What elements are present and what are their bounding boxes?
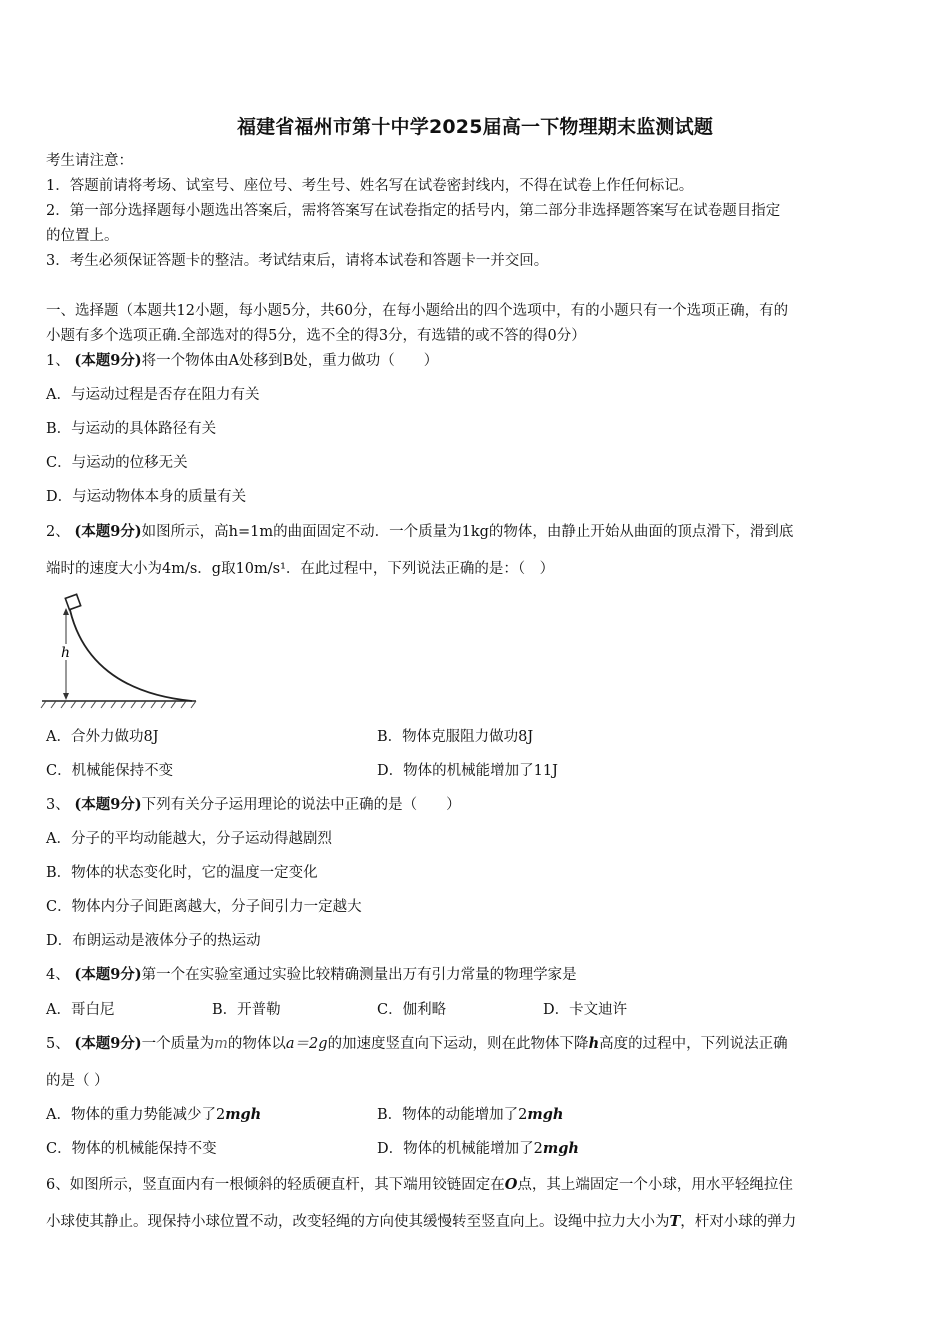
question-6-stem-line-2 [46,1212,796,1232]
height-label: h [61,645,71,661]
question-number: 4、 [46,967,70,983]
question-text: ，杆对小球的弹力 [680,1214,797,1230]
notice-heading: 考生请注意： [46,153,133,169]
acceleration-expr: a＝2g [285,1036,328,1052]
ground-hatch [41,701,196,708]
q2-option-c: C．机械能保持不变 [46,763,174,779]
curved-slope-figure [40,590,200,715]
block [65,594,80,609]
question-number: 5、 [46,1036,70,1052]
q3-option-c: C．物体内分子间距离越大，分子间引力一定越大 [46,899,362,915]
question-score: (本题9分) [74,523,142,540]
question-number: 3、 [46,797,70,813]
q4-option-a: A．哥白尼 [46,1002,115,1018]
q2-option-a: A．合外力做功8J [46,729,159,745]
q5-option-a [46,1105,261,1125]
mass-symbol: m [214,1036,228,1052]
question-text: 小球使其静止。现保持小球位置不动，改变轻绳的方向使其缓慢转至竖直向上。设绳中拉力大小为 [46,1214,670,1230]
question-number: 1、 [46,353,70,369]
option-text: D．物体的机械能增加了2 [377,1141,543,1157]
question-text: 如图所示，高h=1m的曲面固定不动．一个质量为1kg的物体，由静止开始从曲面的顶点滑下，滑到底 [141,524,794,540]
question-score: (本题9分) [74,352,142,369]
q4-option-d: D．卡文迪许 [543,1002,628,1018]
section-heading-line-1: 一、选择题（本题共12小题，每小题5分，共60分，在每小题给出的四个选项中，有的小题只有一个选项正确，有的 [46,303,789,319]
question-text: 将一个物体由A处移到B处，重力做功（ ） [141,353,439,369]
question-3-stem [46,795,461,815]
q5-option-c: C．物体的机械能保持不变 [46,1141,217,1157]
point-o-symbol: O [504,1176,518,1193]
arrow-head-down [63,693,69,700]
mgh-expr: mgh [542,1140,579,1157]
question-score: (本题9分) [74,1035,142,1052]
question-text: 的物体以 [227,1036,286,1052]
question-2-stem-line-2: 端时的速度大小为4m/s．g取10m/s¹．在此过程中，下列说法正确的是：（ ） [46,561,555,577]
mgh-expr: mgh [527,1106,564,1123]
question-text: 第一个在实验室通过实验比较精确测量出万有引力常量的物理学家是 [141,967,577,983]
notice-item-2-cont: 的位置上。 [46,228,119,244]
q1-option-d: D．与运动物体本身的质量有关 [46,489,247,505]
q1-option-b: B．与运动的具体路径有关 [46,421,217,437]
question-score: (本题9分) [74,966,142,983]
q3-option-a: A．分子的平均动能越大，分子运动得越剧烈 [46,831,332,847]
q3-option-b: B．物体的状态变化时，它的温度一定变化 [46,865,318,881]
q2-option-d: D．物体的机械能增加了11J [377,763,558,779]
q4-option-b: B．开普勒 [212,1002,281,1018]
notice-item-3: 3．考生必须保证答题卡的整洁。考试结束后，请将本试卷和答题卡一并交回。 [46,253,549,269]
question-text: 如图所示，竖直面内有一根倾斜的轻质硬直杆，其下端用铰链固定在 [69,1177,505,1193]
q5-option-b [377,1105,563,1125]
question-5-stem-line-2: 的是（ ） [46,1073,109,1089]
question-1-stem [46,351,438,371]
question-number: 6、 [46,1177,70,1193]
q1-option-c: C．与运动的位移无关 [46,455,188,471]
curved-surface [70,610,192,701]
notice-item-2: 2．第一部分选择题每小题选出答案后，需将答案写在试卷指定的括号内，第二部分非选择题答案写在试卷题目指定 [46,203,781,219]
q4-option-c: C．伽利略 [377,1002,447,1018]
question-6-stem-line-1 [46,1175,793,1195]
option-text: A．物体的重力势能减少了2 [46,1107,226,1123]
q1-option-a: A．与运动过程是否存在阻力有关 [46,387,260,403]
question-text: 高度的过程中，下列说法正确 [599,1036,788,1052]
mgh-expr: mgh [225,1106,262,1123]
question-2-stem-line-1 [46,522,793,542]
question-text: 一个质量为 [141,1036,215,1052]
tension-symbol: T [669,1213,681,1230]
question-text: 点，其上端固定一个小球，用水平轻绳拉住 [517,1177,793,1193]
arrow-head-up [63,608,69,615]
question-4-stem [46,965,577,985]
section-heading-line-2: 小题有多个选项正确.全部选对的得5分，选不全的得3分，有选错的或不答的得0分） [46,328,586,344]
page-title: 福建省福州市第十中学2025届高一下物理期末监测试题 [236,116,714,138]
height-symbol: h [588,1035,600,1052]
option-text: B．物体的动能增加了2 [377,1107,528,1123]
q5-option-d [377,1139,579,1159]
q3-option-d: D．布朗运动是液体分子的热运动 [46,933,261,949]
notice-item-1: 1．答题前请将考场、试室号、座位号、考生号、姓名写在试卷密封线内，不得在试卷上作任何标记。 [46,178,694,194]
question-text: 的加速度竖直向下运动，则在此物体下降 [327,1036,589,1052]
question-number: 2、 [46,524,70,540]
question-score: (本题9分) [74,796,142,813]
question-text: 下列有关分子运用理论的说法中正确的是（ ） [141,797,461,813]
question-5-stem-line-1 [46,1034,788,1054]
q2-option-b: B．物体克服阻力做功8J [377,729,534,745]
